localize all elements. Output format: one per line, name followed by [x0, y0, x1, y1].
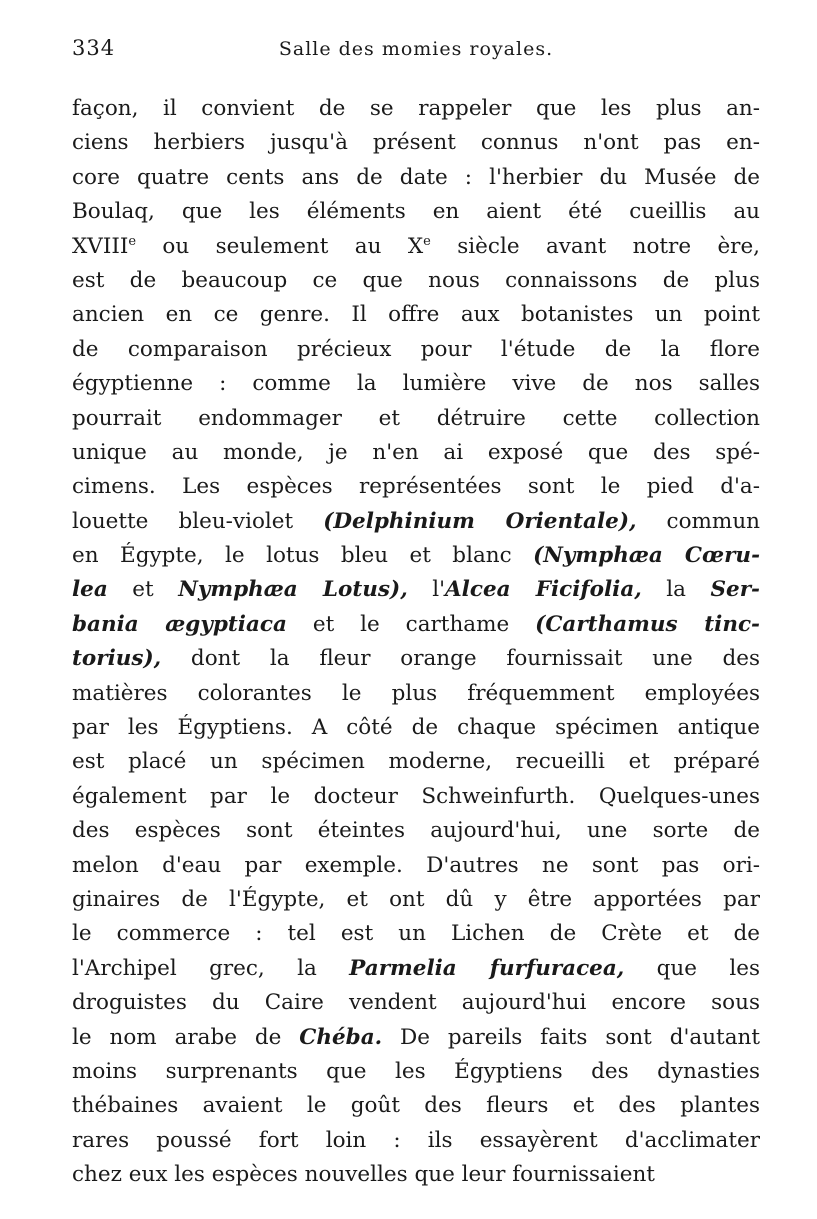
text-segment: siècle avant notre ère, [430, 233, 760, 259]
text-segment: commun [636, 508, 760, 534]
text-line [72, 92, 760, 126]
superscript: e [128, 233, 137, 249]
text-segment: melon d'eau par exemple. D'autres ne sont pas ori- [72, 852, 760, 878]
italic-term: Chéba. [299, 1024, 383, 1050]
text-line [72, 711, 760, 745]
text-segment: ginaires de l'Égypte, et ont dû y être apportées par [72, 886, 760, 912]
text-segment: matières colorantes le plus fréquemment employées [72, 680, 760, 706]
text-segment: des espèces sont éteintes aujourd'hui, une sorte de [72, 818, 760, 844]
text-segment: est de beaucoup ce que nous connaissons de plus [72, 267, 760, 293]
text-segment: ciens herbiers jusqu'à présent connus n'ont pas en- [72, 130, 760, 156]
text-segment: et le carthame [286, 611, 536, 637]
text-segment: droguistes du Caire vendent aujourd'hui encore sous [72, 990, 760, 1016]
text-line [72, 745, 760, 779]
text-segment: également par le docteur Schweinfurth. Quelques-unes [72, 783, 760, 809]
italic-term: bania ægyptiaca [72, 611, 287, 637]
italic-term: torius), [72, 646, 162, 672]
body-text [72, 92, 760, 1193]
text-line [72, 917, 760, 951]
text-line [72, 677, 760, 711]
text-segment: ancien en ce genre. Il offre aux botanistes un point [72, 302, 760, 328]
text-line [72, 780, 760, 814]
text-segment: par les Égyptiens. A côté de chaque spécimen antique [72, 715, 760, 741]
running-title: Salle des momies royales. [278, 38, 554, 60]
text-segment: façon, il convient de se rappeler que les plus an- [72, 96, 760, 121]
text-segment: est placé un spécimen moderne, recueilli et préparé [72, 749, 760, 775]
text-line [72, 264, 760, 298]
text-segment: core quatre cents ans de date : l'herbier du Musée de [72, 164, 760, 190]
text-line [72, 1158, 760, 1192]
italic-term: (Carthamus tinc- [535, 611, 760, 637]
text-segment: l' [407, 577, 445, 603]
italic-term: Parmelia furfuracea, [349, 955, 625, 981]
text-line [72, 1021, 760, 1055]
superscript: e [423, 233, 431, 249]
text-line [72, 573, 760, 607]
page-header [72, 30, 760, 70]
text-segment: le nom arabe de [72, 1024, 300, 1050]
text-segment: chez eux les espèces nouvelles que leur fournissaient [72, 1162, 655, 1188]
text-segment: thébaines avaient le goût des fleurs et des plantes [72, 1093, 760, 1119]
page-number: 334 [72, 36, 116, 60]
text-segment: unique au monde, je n'en ai exposé que des spé- [72, 439, 760, 465]
italic-term: (Nymphæa Cœru- [533, 543, 760, 569]
text-line [72, 333, 760, 367]
text-segment: que les [624, 955, 760, 981]
italic-term: Nymphæa Lotus), [178, 577, 408, 603]
text-line [72, 367, 760, 401]
text-segment: égyptienne : comme la lumière vive de nos salles [72, 371, 760, 397]
text-segment: la [641, 577, 711, 603]
text-line [72, 126, 760, 160]
italic-term: lea [72, 577, 108, 603]
text-line [72, 1055, 760, 1089]
text-line [72, 1124, 760, 1158]
text-segment: l'Archipel grec, la [72, 955, 350, 981]
text-segment: louette bleu-violet [72, 508, 324, 534]
text-segment: XVIII [72, 233, 129, 259]
text-line [72, 298, 760, 332]
text-segment: en Égypte, le lotus bleu et blanc [72, 543, 534, 569]
text-line [72, 642, 760, 676]
italic-term: Alcea Ficifolia, [445, 577, 642, 603]
text-line [72, 505, 760, 539]
text-line [72, 436, 760, 470]
text-segment: et [107, 577, 179, 603]
text-line [72, 470, 760, 504]
text-line [72, 849, 760, 883]
text-line [72, 986, 760, 1020]
text-line [72, 161, 760, 195]
text-segment: rares poussé fort loin : ils essayèrent d'acclimater [72, 1127, 760, 1153]
text-line [72, 195, 760, 229]
text-segment: De pareils faits sont d'autant [382, 1024, 760, 1050]
text-segment: Boulaq, que les éléments en aient été cueillis au [72, 199, 760, 225]
text-segment: de comparaison précieux pour l'étude de la flore [72, 336, 760, 362]
text-line [72, 608, 760, 642]
italic-term: Ser- [710, 577, 760, 603]
text-segment: pourrait endommager et détruire cette collection [72, 405, 760, 431]
text-line [72, 1089, 760, 1123]
text-segment: ou seulement au X [136, 233, 424, 259]
text-segment: moins surprenants que les Égyptiens des dynasties [72, 1058, 760, 1084]
text-segment: dont la fleur orange fournissait une des [161, 646, 760, 672]
text-line [72, 952, 760, 986]
text-segment: le commerce : tel est un Lichen de Crète et de [72, 921, 760, 947]
text-line [72, 402, 760, 436]
text-line [72, 883, 760, 917]
text-segment: cimens. Les espèces représentées sont le pied d'a- [72, 474, 760, 500]
italic-term: (Delphinium Orientale), [323, 508, 637, 534]
text-line [72, 539, 760, 573]
text-line [72, 814, 760, 848]
text-line [72, 230, 760, 264]
